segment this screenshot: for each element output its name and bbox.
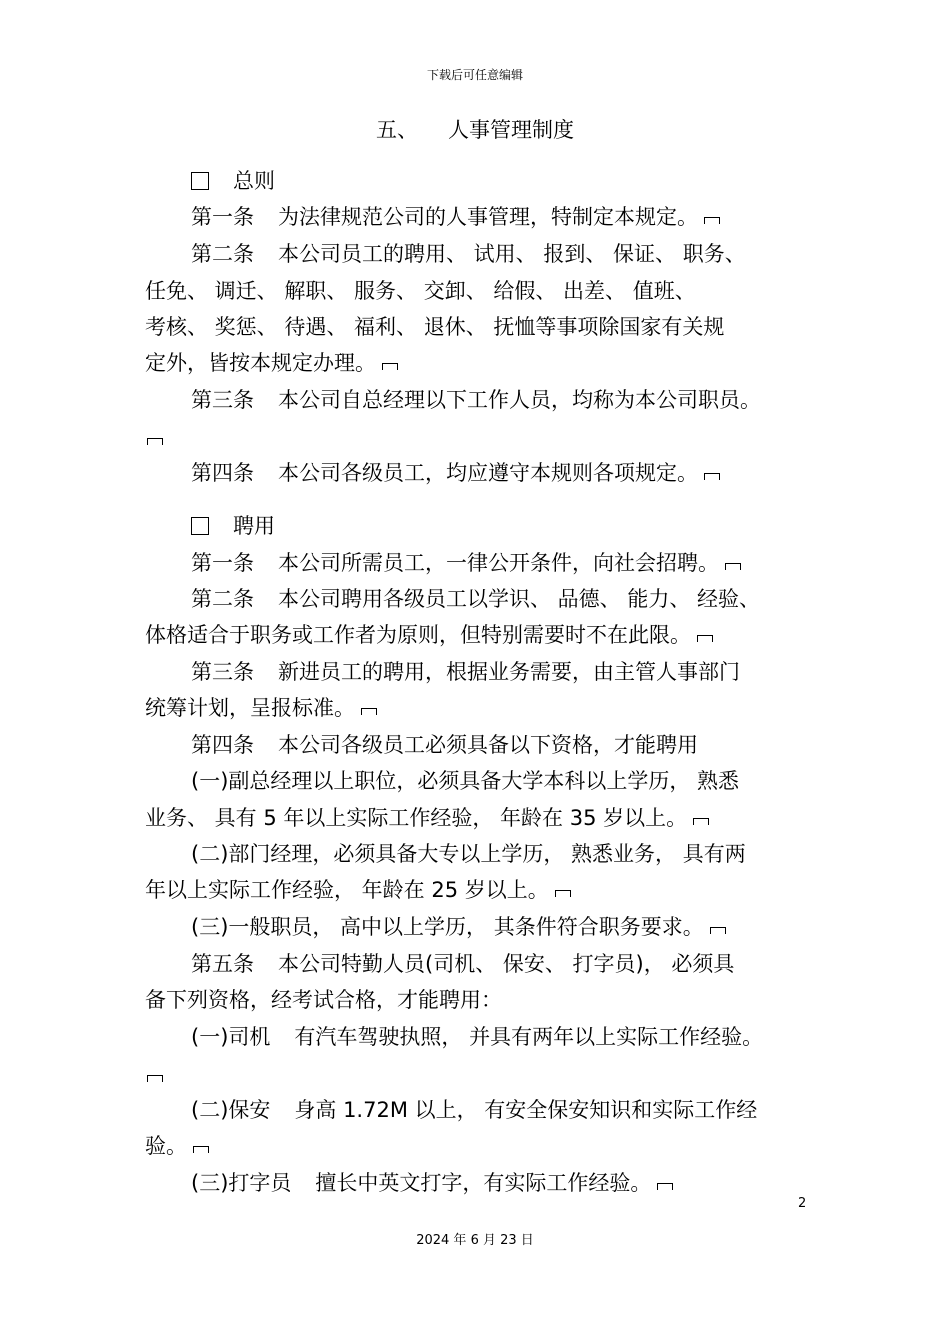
title-text: 人事管理制度 <box>448 118 574 142</box>
section-heading-hiring: 聘用 <box>191 512 275 540</box>
return-mark-icon <box>382 363 398 370</box>
hiring-article-5-line-1: 第五条 本公司特勤人员(司机、 保安、 打字员)， 必须具 <box>191 952 735 976</box>
hiring-article-5-line-2: 备下列资格，经考试合格，才能聘用： <box>145 988 502 1012</box>
page-header: 下载后可任意编辑 <box>426 68 523 82</box>
checkbox-icon <box>191 517 209 535</box>
hiring-article-5-item-1-mark <box>145 1061 163 1089</box>
hiring-article-4-item-3: (三)一般职员， 高中以上学历， 其条件符合职务要求。 <box>191 913 726 941</box>
general-article-4: 第四条 本公司各级员工，均应遵守本规则各项规定。 <box>191 459 720 487</box>
section-heading-general: 总则 <box>191 167 275 195</box>
general-article-3: 第三条 本公司自总经理以下工作人员，均称为本公司职员。 <box>191 388 761 412</box>
hiring-article-4-item-2-line-2: 年以上实际工作经验， 年龄在 25 岁以上。 <box>145 876 571 904</box>
hiring-article-2-line-2: 体格适合于职务或工作者为原则，但特别需要时不在此限。 <box>145 621 713 649</box>
return-mark-icon <box>657 1183 673 1190</box>
hiring-article-4: 第四条 本公司各级员工必须具备以下资格，才能聘用 <box>191 733 698 757</box>
hiring-article-2-line-1: 第二条 本公司聘用各级员工以学识、 品德、 能力、 经验、 <box>191 587 761 611</box>
return-mark-icon <box>147 438 163 445</box>
page-number: 2 <box>798 1196 807 1211</box>
hiring-article-5-item-2-line-2: 验。 <box>145 1132 209 1160</box>
general-article-2-line-4: 定外，皆按本规定办理。 <box>145 349 398 377</box>
hiring-article-5-item-2-line-1: (二)保安 身高 1.72M 以上， 有安全保安知识和实际工作经 <box>191 1098 758 1122</box>
general-article-3-mark <box>145 424 163 452</box>
return-mark-icon <box>193 1146 209 1153</box>
general-article-2-line-3: 考核、 奖惩、 待遇、 福利、 退休、 抚恤等事项除国家有关规 <box>145 315 725 339</box>
checkbox-icon <box>191 172 209 190</box>
hiring-article-4-item-2-line-1: (二)部门经理，必须具备大专以上学历， 熟悉业务， 具有两 <box>191 842 746 866</box>
return-mark-icon <box>147 1075 163 1082</box>
return-mark-icon <box>697 635 713 642</box>
return-mark-icon <box>725 563 741 570</box>
hiring-article-3-line-2: 统筹计划，呈报标准。 <box>145 694 377 722</box>
general-article-2-line-1: 第二条 本公司员工的聘用、 试用、 报到、 保证、 职务、 <box>191 242 746 266</box>
hiring-article-5-item-1: (一)司机 有汽车驾驶执照， 并具有两年以上实际工作经验。 <box>191 1025 764 1049</box>
return-mark-icon <box>704 217 720 224</box>
footer-date: 2024 年 6 月 23 日 <box>416 1233 534 1248</box>
hiring-article-4-item-1-line-1: (一)副总经理以上职位，必须具备大学本科以上学历， 熟悉 <box>191 769 740 793</box>
return-mark-icon <box>555 890 571 897</box>
hiring-article-4-item-1-line-2: 业务、 具有 5 年以上实际工作经验， 年龄在 35 岁以上。 <box>145 804 709 832</box>
return-mark-icon <box>704 473 720 480</box>
title-number: 五、 <box>376 118 418 142</box>
general-article-2-line-2: 任免、 调迁、 解职、 服务、 交卸、 给假、 出差、 值班、 <box>145 279 696 303</box>
return-mark-icon <box>710 927 726 934</box>
hiring-article-3-line-1: 第三条 新进员工的聘用，根据业务需要，由主管人事部门 <box>191 660 740 684</box>
general-article-1: 第一条 为法律规范公司的人事管理，特制定本规定。 <box>191 203 720 231</box>
hiring-article-5-item-3: (三)打字员 擅长中英文打字，有实际工作经验。 <box>191 1169 673 1197</box>
hiring-article-1: 第一条 本公司所需员工，一律公开条件，向社会招聘。 <box>191 549 741 577</box>
return-mark-icon <box>361 708 377 715</box>
document-title <box>0 114 950 144</box>
return-mark-icon <box>693 818 709 825</box>
